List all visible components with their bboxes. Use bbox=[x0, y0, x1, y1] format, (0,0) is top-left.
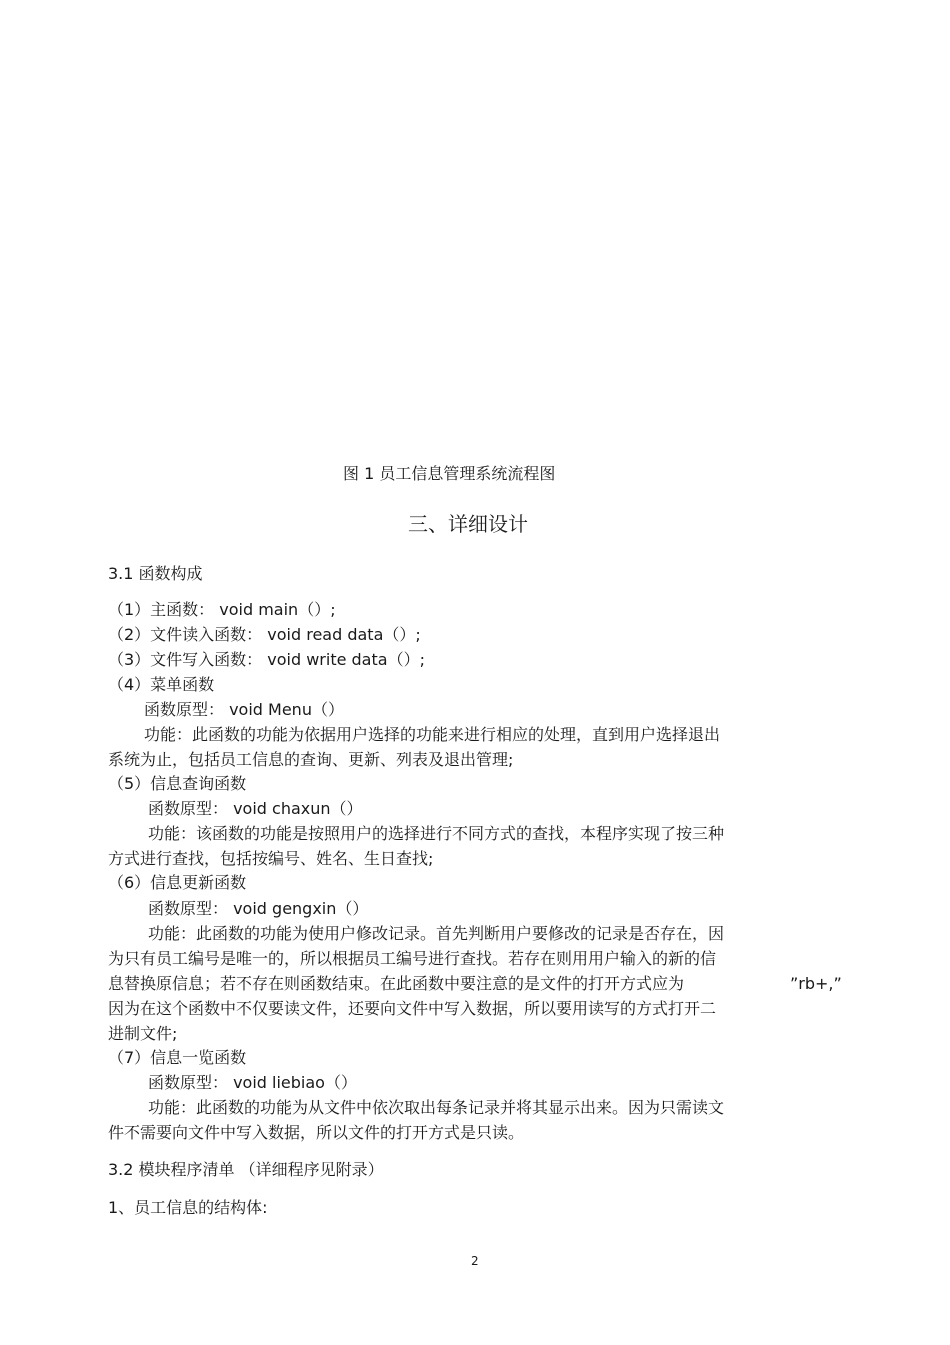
text-line: 功能：该函数的功能是按照用户的选择进行不同方式的查找，本程序实现了按三种 bbox=[148, 824, 725, 843]
page-number: 2 bbox=[471, 1254, 479, 1268]
text-line: （1）主函数： void main（）; bbox=[108, 600, 336, 619]
subsection-heading: 3.1 函数构成 bbox=[108, 564, 203, 583]
text-line: 系统为止，包括员工信息的查询、更新、列表及退出管理; bbox=[108, 750, 514, 769]
text-line: 因为在这个函数中不仅要读文件，还要向文件中写入数据，所以要用读写的方式打开二 bbox=[108, 999, 717, 1018]
text-line: 方式进行查找，包括按编号、姓名、生日查找; bbox=[108, 849, 434, 868]
text-line: 进制文件; bbox=[108, 1024, 178, 1043]
text-line: 息替换原信息；若不存在则函数结束。在此函数中要注意的是文件的打开方式应为 bbox=[108, 974, 685, 993]
text-line: （6）信息更新函数 bbox=[108, 873, 247, 892]
text-line: 件不需要向文件中写入数据，所以文件的打开方式是只读。 bbox=[108, 1123, 525, 1142]
text-line: 功能：此函数的功能为依据用户选择的功能来进行相应的处理，直到用户选择退出 bbox=[144, 725, 721, 744]
text-line: 功能：此函数的功能为使用户修改记录。首先判断用户要修改的记录是否存在，因 bbox=[148, 924, 725, 943]
text-line: 功能：此函数的功能为从文件中依次取出每条记录并将其显示出来。因为只需读文 bbox=[148, 1098, 725, 1117]
text-line: 函数原型： void liebiao（） bbox=[148, 1073, 357, 1092]
section-title: 三、详细设计 bbox=[408, 512, 528, 536]
text-line: 函数原型： void Menu（） bbox=[144, 700, 344, 719]
text-line: 为只有员工编号是唯一的，所以根据员工编号进行查找。若存在则用用户输入的新的信 bbox=[108, 949, 717, 968]
text-line: （3）文件写入函数： void write data（）; bbox=[108, 650, 425, 669]
text-line: 函数原型： void chaxun（） bbox=[148, 799, 363, 818]
text-line: （4）菜单函数 bbox=[108, 675, 215, 694]
text-line: 1、员工信息的结构体: bbox=[108, 1198, 268, 1217]
text-line: 函数原型： void gengxin（） bbox=[148, 899, 369, 918]
text-line: ”rb+,” bbox=[790, 974, 842, 993]
figure-caption: 图 1 员工信息管理系统流程图 bbox=[343, 464, 556, 483]
subsection-heading: 3.2 模块程序清单 （详细程序见附录） bbox=[108, 1160, 384, 1179]
text-line: （7）信息一览函数 bbox=[108, 1048, 247, 1067]
text-line: （5）信息查询函数 bbox=[108, 774, 247, 793]
text-line: （2）文件读入函数： void read data（）; bbox=[108, 625, 421, 644]
